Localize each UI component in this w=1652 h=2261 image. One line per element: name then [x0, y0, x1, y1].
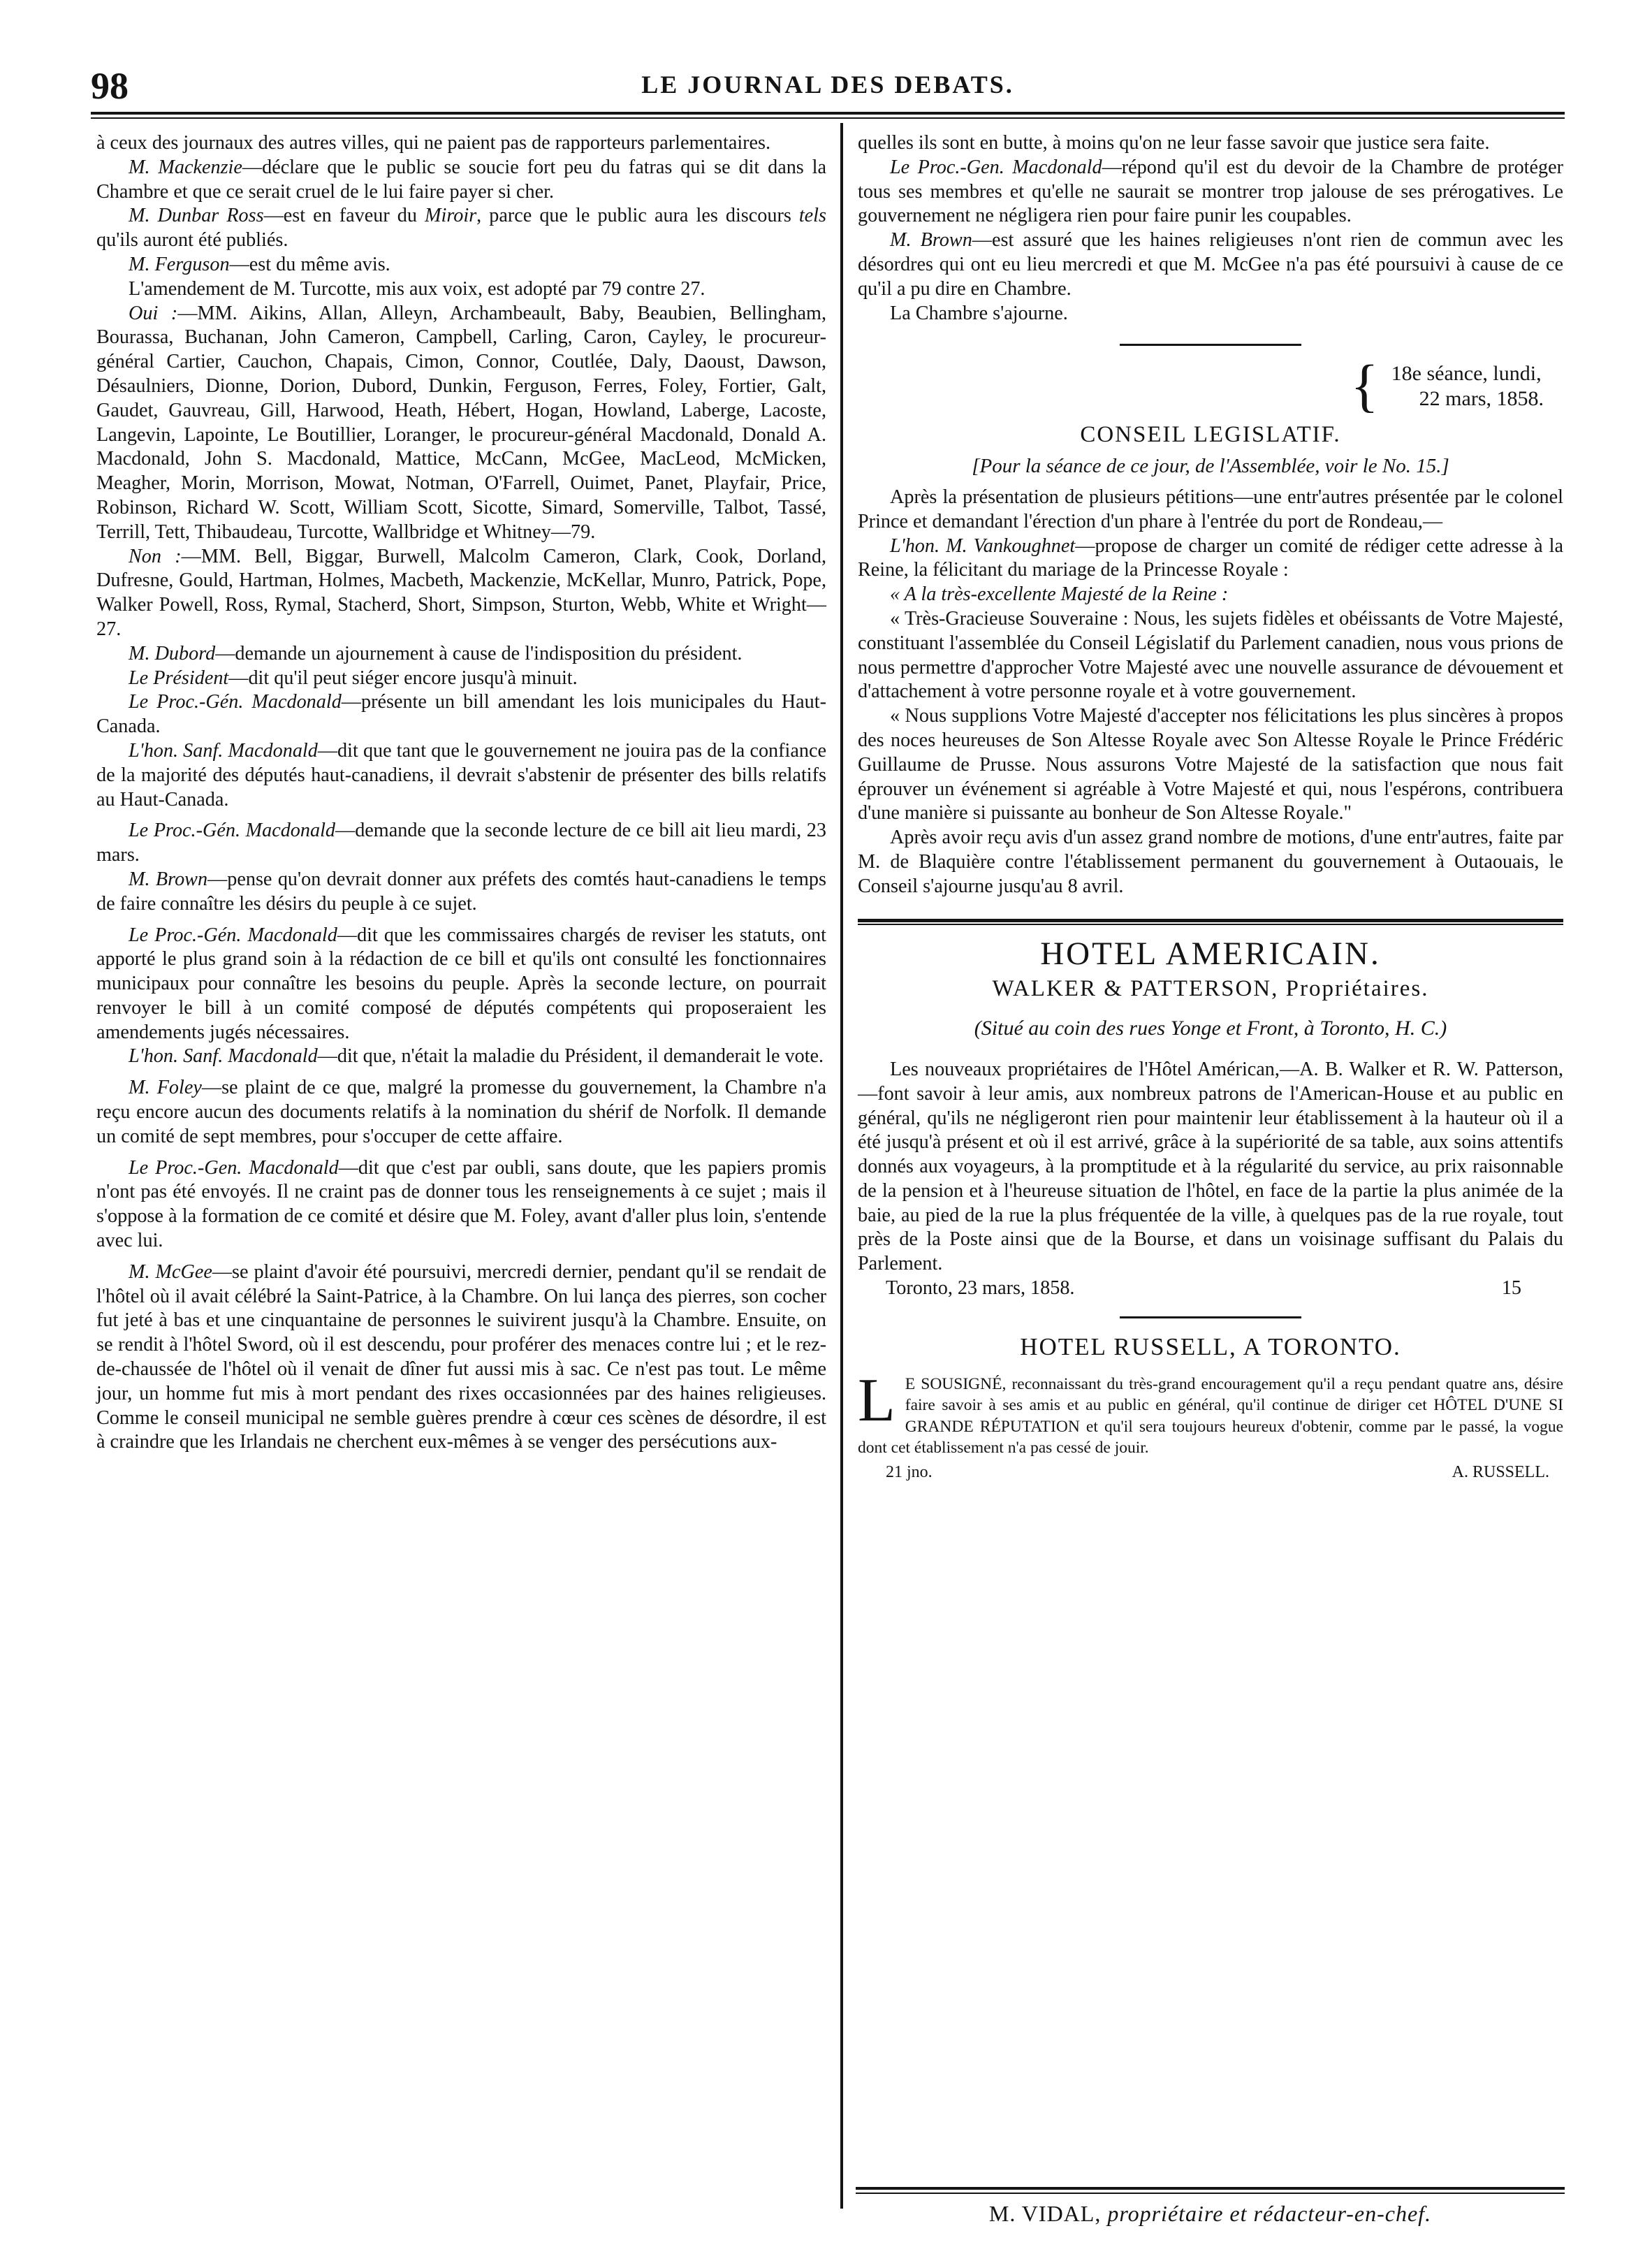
paragraph: quelles ils sont en butte, à moins qu'on ne leur fasse savoir que justice sera faite.	[858, 132, 1490, 154]
paragraph: L'amendement de M. Turcotte, mis aux voix, est adopté par 79 contre 27.	[129, 277, 706, 300]
paragraph: « Nous supplions Votre Majesté d'accepter nos félicitations les plus sincères à propos des noces heureuses de Son Altesse Royale avec Son Altesse Royale le Prince Frédéric Guillaume de Prusse. Nous assurons Votre Majesté de la satisfaction que nous fait éprouver un événement si agréable à Votre Majesté et qui, nous l'espérons, contribuera d'une manière si puissante au bonheur de Son Altesse Royale."	[858, 705, 1563, 824]
ad-signoff	[858, 1277, 1563, 1301]
speaker-name: M. Dubord	[129, 642, 216, 664]
paragraph: Le Proc.-Gén. Macdonald—présente un bill amendant les lois municipales du Haut-Canada.	[96, 691, 826, 738]
ad-subtitle: WALKER & PATTERSON, Propriétaires.	[992, 976, 1429, 1002]
ad-date: 21 jno.	[886, 1462, 933, 1481]
paragraph: M. Brown—pense qu'on devrait donner aux préfets des comtés haut-canadiens le temps de faire connaître les désirs du peuple à ce sujet.	[96, 868, 826, 915]
ad-signature: A. RUSSELL.	[1452, 1462, 1549, 1481]
paragraph: Après avoir reçu avis d'un assez grand nombre de motions, d'une entr'autres, faite par M. de Blaquière contre l'établissement permanent du gouvernement à Outaouais, le Conseil s'ajourne jusqu'au 8 avril.	[858, 827, 1563, 897]
speaker-name: L'hon. Sanf. Macdonald	[129, 739, 318, 762]
speaker-name: M. Brown	[129, 868, 208, 890]
vote-list-non: Non :—MM. Bell, Biggar, Burwell, Malcolm Cameron, Clark, Cook, Dorland, Dufresne, Gould, Hartman, Holmes, Macbeth, Mackenzie, McKellar, Munro, Patrick, Pope, Walker Powell, Ross, Rymal, Stacherd, Short, Simpson, Sturton, Webb, White et Wright—27.	[96, 545, 826, 640]
journal-title: LE JOURNAL DES DEBATS.	[641, 71, 1014, 99]
editor-credit	[856, 2201, 1565, 2227]
ad-place-date: Toronto, 23 mars, 1858.	[886, 1277, 1075, 1300]
vote-label: Oui :	[129, 302, 178, 324]
header-rule-thin	[91, 117, 1565, 119]
speaker-name: M. Mackenzie	[129, 156, 242, 178]
ad-title: HOTEL RUSSELL, A TORONTO.	[1020, 1332, 1401, 1360]
speaker-name: Le Proc.-Gen. Macdonald	[890, 156, 1102, 178]
speaker-name: M. McGee	[129, 1260, 212, 1283]
paragraph: Le Proc.-Gen. Macdonald—répond qu'il est du devoir de la Chambre de protéger tous ses membres et qu'elle ne saurait se montrer trop jalouse de ses prérogatives. Le gouvernement ne négligera rien pour faire punir les coupables.	[858, 156, 1563, 227]
session-date-line: 18e séance, lundi,	[1391, 362, 1542, 386]
ad-title: HOTEL AMERICAIN.	[1040, 935, 1381, 972]
brace-icon: {	[1350, 354, 1379, 419]
speaker-name: Le Proc.-Gén. Macdonald	[129, 691, 342, 713]
paragraph: « Très-Gracieuse Souveraine : Nous, les sujets fidèles et obéissants de Votre Majesté, constituant l'assemblée du Conseil Législatif du Parlement canadien, nous vous prions de nous permettre d'approcher Votre Majesté avec une nouvelle assurance de dévouement et d'attachement à votre personne royale et à votre gouvernement.	[858, 607, 1563, 703]
paragraph: Après la présentation de plusieurs pétitions—une entr'autres présentée par le colonel Prince et demandant l'érection d'un phare à l'entrée du port de Rondeau,—	[858, 486, 1563, 532]
section-divider-thin	[858, 924, 1563, 925]
page-header	[91, 64, 1565, 106]
ad-number: 15	[1501, 1277, 1521, 1300]
page-number: 98	[91, 65, 129, 107]
speaker-name: L'hon. Sanf. Macdonald	[129, 1045, 318, 1068]
speaker-name: Le Proc.-Gén. Macdonald	[129, 924, 337, 946]
paragraph: M. Ferguson—est du même avis.	[129, 253, 390, 275]
ad-body: Les nouveaux propriétaires de l'Hôtel Américan,—A. B. Walker et R. W. Patterson,—font savoir à leur amis, aux nombreux patrons de l'American-House et au public en général, qu'ils ne négligeront rien pour maintenir leur établissement à la hauteur où il a été jusqu'à présent et où il est arrivé, grâce à la supériorité de sa table, aux soins attentifs donnés aux voyageurs, à la promptitude et à la régularité du service, au prix raisonnable de la pension et à l'heureuse situation de l'hôtel, en face de la partie la plus animée de la baie, au pied de la rue la plus fréquentée de la ville, à quelques pas de la rue royale, tout près de la Poste ainsi que de la Bourse, et dans un voisinage suffisant du Palais du Parlement.	[858, 1058, 1563, 1275]
address-salutation: « A la très-excellente Majesté de la Reine :	[890, 583, 1229, 606]
left-column	[96, 131, 826, 1455]
ad-address: (Situé au coin des rues Yonge et Front, à Toronto, H. C.)	[974, 1017, 1447, 1040]
vote-list-oui: Oui :—MM. Aikins, Allan, Alleyn, Archambeault, Baby, Beaubien, Bellingham, Bourassa, Buchanan, John Cameron, Campbell, Carling, Caron, Cayley, le procureur-général Cartier, Cauchon, Chapais, Cimon, Connor, Coutlée, Daly, Daoust, Dawson, Désaulniers, Dionne, Dorion, Dubord, Dunkin, Ferguson, Ferres, Foley, Fortier, Galt, Gaudet, Gauvreau, Gill, Harwood, Heath, Hébert, Hogan, Howland, Laberge, Lacoste, Langevin, Lapointe, Le Boutillier, Loranger, le procureur-général Macdonald, Donald A. Macdonald, John S. Macdonald, Mattice, McCann, McGee, MacLeod, McMicken, Meagher, Morin, Morrison, Mowat, Notman, O'Farrell, Ouimet, Panet, Playfair, Price, Robinson, Richard W. Scott, William Scott, Sicotte, Simard, Somerville, Talbot, Tassé, Terrill, Tett, Thibaudeau, Turcotte, Wallbridge et Whitney—79.	[96, 302, 827, 543]
header-rule	[91, 112, 1565, 115]
section-divider	[858, 919, 1563, 922]
paragraph: Le Président—dit qu'il peut siéger encore jusqu'à minuit.	[129, 667, 578, 689]
footer-rule	[856, 2187, 1565, 2190]
session-date	[858, 354, 1544, 419]
editorial-note: [Pour la séance de ce jour, de l'Assemblée, voir le No. 15.]	[972, 455, 1449, 478]
speaker-name: Le Proc.-Gen. Macdonald	[129, 1156, 339, 1179]
speaker-name: M. Brown	[890, 229, 972, 252]
paragraph: La Chambre s'ajourne.	[890, 302, 1068, 324]
speaker-name: M. Ferguson	[129, 253, 230, 275]
advertisement-hotel-americain	[858, 935, 1563, 1301]
ad-body: L E SOUSIGNÉ, reconnaissant du très-grand encouragement qu'il a reçu pendant quatre ans, désire faire savoir à ses amis et au public en général, qu'il continue de diriger cet HÔTEL D'UNE SI GRANDE RÉPUTATION et qu'il sera toujours heureux d'obtenir, comme par le passé, la vogue dont cet établissement n'a pas cessé de jouir.	[858, 1366, 1563, 1457]
paragraph: L'hon. M. Vankoughnet—propose de charger un comité de rédiger cette adresse à la Reine, la félicitant du mariage de la Princesse Royale :	[858, 535, 1563, 581]
ad-signoff	[858, 1460, 1563, 1485]
drop-cap: L	[858, 1366, 896, 1434]
paragraph: Le Proc.-Gen. Macdonald—dit que c'est par oubli, sans doute, que les papiers promis n'ont pas été envoyés. Il ne craint pas de donner tous les renseignements à ce sujet ; mais il s'oppose à la formation de ce comité et désire que M. Foley, avant d'aller plus loin, s'entende avec lui.	[96, 1156, 826, 1252]
editor-name: M. VIDAL,	[988, 2201, 1102, 2226]
paragraph: L'hon. Sanf. Macdonald—dit que tant que le gouvernement ne jouira pas de la confiance de la majorité des députés haut-canadiens, il devrait s'abstenir de présenter des bills relatifs au Haut-Canada.	[96, 739, 826, 810]
advertisement-hotel-russell	[858, 1332, 1563, 1485]
speaker-name: Le Président	[129, 667, 229, 689]
paragraph: M. McGee—se plaint d'avoir été poursuivi, mercredi dernier, pendant qu'il se rendait de l'hôtel où il avait célébré la Saint-Patrice, à la Chambre. On lui lança des pierres, son cocher fut jeté à bas et une cinquantaine de personnes le suivirent jusqu'à la Chambre. Ensuite, on se rendit à l'hôtel Sword, où il est descendu, pour proférer des menaces contre lui ; et le rez-de-chaussée de l'hôtel où il venait de dîner fut aussi mis à sac. Ce n'est pas tout. Le même jour, un homme fut mis à mort pendant des rixes occasionnées par des haines religieuses. Comme le conseil municipal ne semble guères prendre à cœur ces scènes de désordre, il est à craindre que les Irlandais ne cherchent eux-mêmes à se venger des persécutions aux-	[96, 1260, 826, 1453]
paragraph: L'hon. Sanf. Macdonald—dit que, n'était la maladie du Président, il demanderait le vote.	[129, 1045, 824, 1068]
speaker-name: M. Foley	[129, 1077, 202, 1099]
column-divider	[840, 123, 843, 2209]
session-date-line: 22 mars, 1858.	[1419, 387, 1544, 411]
vote-label: Non :	[129, 545, 182, 567]
paragraph: Le Proc.-Gén. Macdonald—dit que les commissaires chargés de reviser les statuts, ont apporté le plus grand soin à la rédaction de ce bill et qu'ils ont consulté les fonctionnaires municipaux pour connaître les besoins du peuple. Après la seconde lecture, on pourrait renvoyer le bill à un comité composé de députés compétents qui proposeraient les amendements jugés nécessaires.	[96, 924, 827, 1043]
right-column	[858, 131, 1563, 1484]
section-heading: CONSEIL LEGISLATIF.	[1080, 422, 1341, 448]
paragraph: M. Foley—se plaint de ce que, malgré la promesse du gouvernement, la Chambre n'a reçu encore aucun des documents relatifs à la nomination du shérif de Norfolk. Il demande un comité de sept membres, pour s'occuper de cette affaire.	[96, 1077, 826, 1147]
paragraph: M. Mackenzie—déclare que le public se soucie fort peu du fatras qui se dit dans la Chambre et que ce serait cruel de le lui faire payer si cher.	[96, 156, 826, 203]
paragraph: M. Brown—est assuré que les haines religieuses n'ont rien de commun avec les désordres qui ont eu lieu mercredi et que M. McGee n'a pas été poursuivi à cause de ce qu'il a pu dire en Chambre.	[858, 229, 1563, 300]
paragraph: Le Proc.-Gén. Macdonald—demande que la seconde lecture de ce bill ait lieu mardi, 23 mars.	[96, 820, 826, 866]
paragraph: à ceux des journaux des autres villes, qui ne paient pas de rapporteurs parlementaires.	[96, 132, 771, 154]
section-divider	[1120, 344, 1301, 346]
paragraph: M. Dunbar Ross—est en faveur du Miroir, parce que le public aura les discours tels qu'ils auront été publiés.	[96, 205, 826, 252]
speaker-name: L'hon. M. Vankoughnet	[890, 535, 1076, 557]
footer-rule-thin	[856, 2193, 1565, 2194]
speaker-name: M. Dunbar Ross	[129, 205, 264, 227]
paragraph: M. Dubord—demande un ajournement à cause de l'indisposition du président.	[129, 642, 743, 664]
section-divider	[1120, 1316, 1301, 1318]
editor-role: propriétaire et rédacteur-en-chef.	[1107, 2201, 1432, 2226]
speaker-name: Le Proc.-Gén. Macdonald	[129, 820, 336, 842]
